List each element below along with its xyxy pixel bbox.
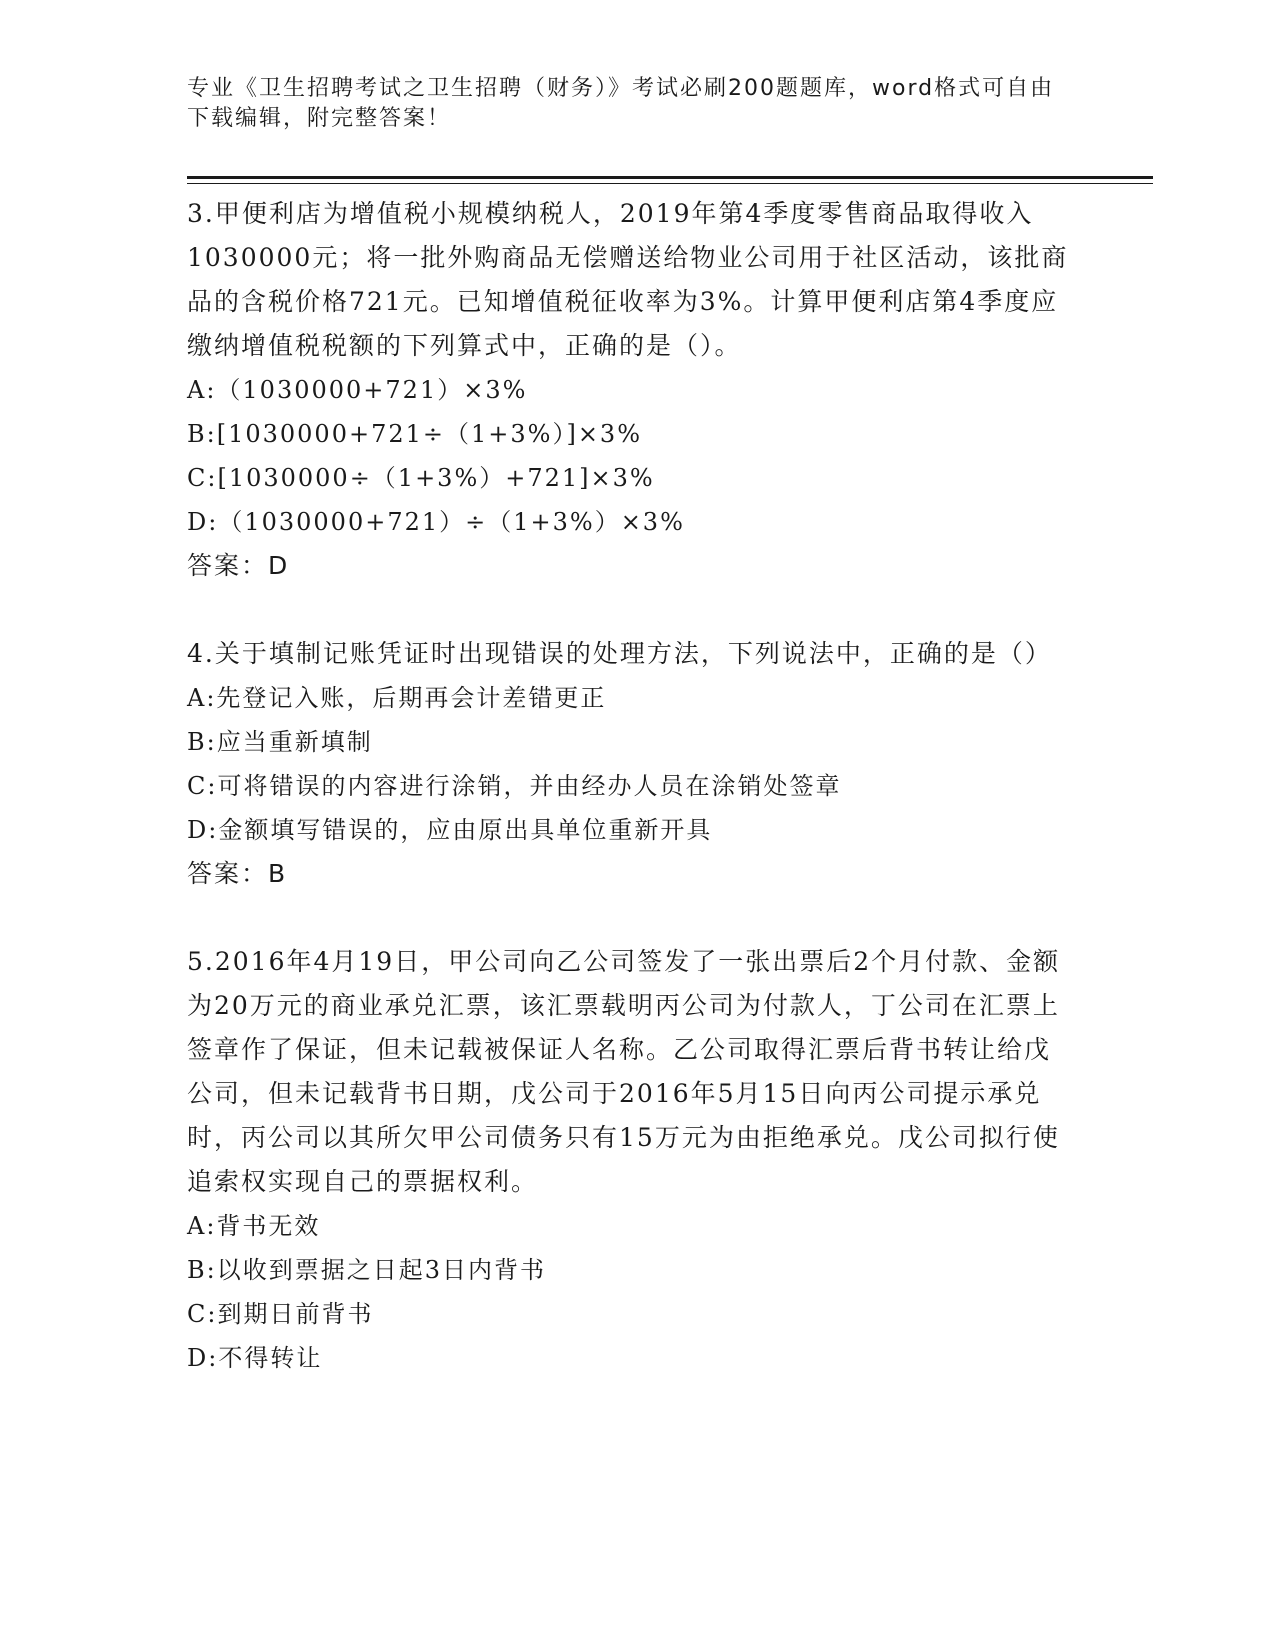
option-d: D:（1030000+721）÷（1+3%）×3%	[187, 508, 685, 536]
option-a: A:（1030000+721）×3%	[187, 376, 528, 404]
answer-line: 答案：D	[187, 551, 290, 580]
question-spacer	[187, 896, 1077, 940]
option-a: A:先登记入账，后期再会计差错更正	[187, 684, 607, 712]
header-divider	[187, 176, 1153, 179]
question-item	[187, 940, 1077, 1380]
option-c: C:[1030000÷（1+3%）+721]×3%	[187, 464, 655, 492]
option-c: C:可将错误的内容进行涂销，并由经办人员在涂销处签章	[187, 772, 842, 800]
question-item	[187, 632, 1077, 896]
header-divider-thin	[187, 183, 1153, 184]
question-spacer	[187, 588, 1077, 632]
question-text: 4.关于填制记账凭证时出现错误的处理方法，下列说法中，正确的是（）	[187, 639, 1052, 668]
option-b: B:[1030000+721÷（1+3%）]×3%	[187, 420, 642, 448]
question-list	[187, 192, 1077, 1380]
option-b: B:以收到票据之日起3日内背书	[187, 1256, 546, 1284]
option-d: D:金额填写错误的，应由原出具单位重新开具	[187, 816, 713, 844]
option-d: D:不得转让	[187, 1344, 323, 1372]
answer-line: 答案：B	[187, 859, 288, 888]
question-text: 3.甲便利店为增值税小规模纳税人，2019年第4季度零售商品取得收入1030000元；将一批外购商品无偿赠送给物业公司用于社区活动，该批商品的含税价格721元。已知增值税征收率为3%。计算甲便利店第4季度应缴纳增值税税额的下列算式中，正确的是（）。	[187, 199, 1069, 360]
question-text: 5.2016年4月19日，甲公司向乙公司签发了一张出票后2个月付款、金额为20万元的商业承兑汇票，该汇票载明丙公司为付款人，丁公司在汇票上签章作了保证，但未记载被保证人名称。乙公司取得汇票后背书转让给戊公司，但未记载背书日期，戊公司于2016年5月15日向丙公司提示承兑时，丙公司以其所欠甲公司债务只有15万元为由拒绝承兑。戊公司拟行使追索权实现自己的票据权利。	[187, 947, 1061, 1196]
question-item	[187, 192, 1077, 588]
document-header: 专业《卫生招聘考试之卫生招聘（财务）》考试必刷200题题库，word格式可自由下载编辑，附完整答案！	[187, 76, 1055, 131]
option-a: A:背书无效	[187, 1212, 321, 1240]
option-b: B:应当重新填制	[187, 728, 373, 756]
option-c: C:到期日前背书	[187, 1300, 374, 1328]
